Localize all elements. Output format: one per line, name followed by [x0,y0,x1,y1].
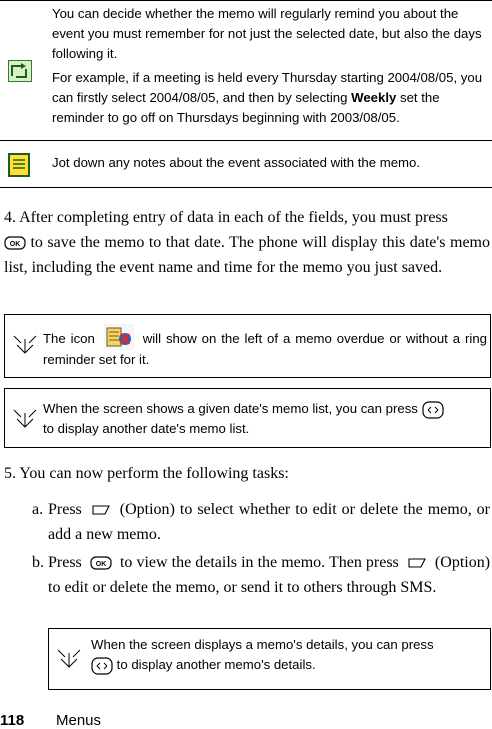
note-box-date-nav [4,388,491,448]
step-5a-rest: ) to select whether to edit or delete the memo, or add a new memo. [48,501,491,543]
option-label: Option [440,554,485,571]
step-5a-press: Press [48,501,87,518]
table-row-divider [0,140,492,141]
repeat-para-2-tail: set the reminder to go off on Thursdays beginning with 2003/08/05. [52,90,440,125]
note-2-text-b: to display another date's memo list. [43,421,250,436]
svg-text:OK: OK [9,241,21,249]
step-4-text: 4. After completing entry of data in each of the fields, you must press [4,209,448,226]
memo-notes-description: Jot down any notes about the event associated with the memo. [52,155,421,170]
repeat-arrow-icon [8,60,32,82]
table-top-rule [0,0,492,1]
notepad-icon [8,153,30,177]
overdue-memo-icon [104,324,134,350]
table-bottom-rule [0,187,492,188]
note-1-text [43,329,487,370]
note-2-text-a: When the screen shows a given date's memo list, you can press [43,401,422,416]
repeat-para-2-text: For example, if a meeting is held every Thursday starting 2004/08/05, you can firstly select 2004/08/05, and then by selecting [52,70,483,105]
section-name: Menus [56,712,102,729]
nav-key-icon [422,401,444,419]
step-4-paragraph [4,205,490,280]
note-box-overdue-icon [4,314,491,378]
option-label: Option [125,501,170,518]
repeat-para-2 [52,68,487,128]
svg-text:OK: OK [95,561,107,569]
step-5a-label: a. [32,501,44,518]
note-box-memo-details [48,628,491,690]
page-number: 118 [0,712,25,729]
left-softkey-icon [91,504,111,516]
note-3-text [91,635,487,675]
step-5b-press: Press [48,554,86,571]
note-1-text-b: will show on the left of a memo overdue or without a ring reminder set for it. [43,331,488,367]
step-5a-text: Press (Option) to select whether to edit or delete the memo, or add a new memo. [48,501,491,543]
repeat-para-1: You can decide whether the memo will regularly remind you about the event you must remember for not just the selected date, but also the days following it. [52,6,482,61]
step-5b-mid: to view the details in the memo. Then press [119,554,403,571]
left-softkey-icon [407,557,427,569]
weekly-label: Weekly [351,90,397,105]
note-3-text-a: When the screen displays a memo's details, you can press [91,637,434,652]
ok-key-icon [90,555,112,571]
ok-key-icon [4,235,26,251]
note-3-text-b: to display another memo's details. [113,657,316,672]
step-5b-text: Press OK to view the details in the memo. Then press (Option) to edit or delete the memo, or send it to others through SMS. [48,554,491,596]
note-pin-icon [11,407,39,429]
nav-key-icon [91,657,113,675]
step-4-text-tail: to save the memo to that date. The phone will display this date's memo list, including the event name and time for the memo you just saved. [4,234,490,276]
note-1-text-a: The icon [43,331,100,346]
step-5-intro: 5. You can now perform the following tasks: [4,465,289,482]
repeat-description [52,4,487,128]
step-5b-label: b. [32,554,44,571]
note-2-text [43,399,487,439]
note-pin-icon [55,647,83,669]
step-5b-rest: ) to edit or delete the memo, or send it to others through SMS. [48,554,491,596]
note-pin-icon [11,333,39,355]
